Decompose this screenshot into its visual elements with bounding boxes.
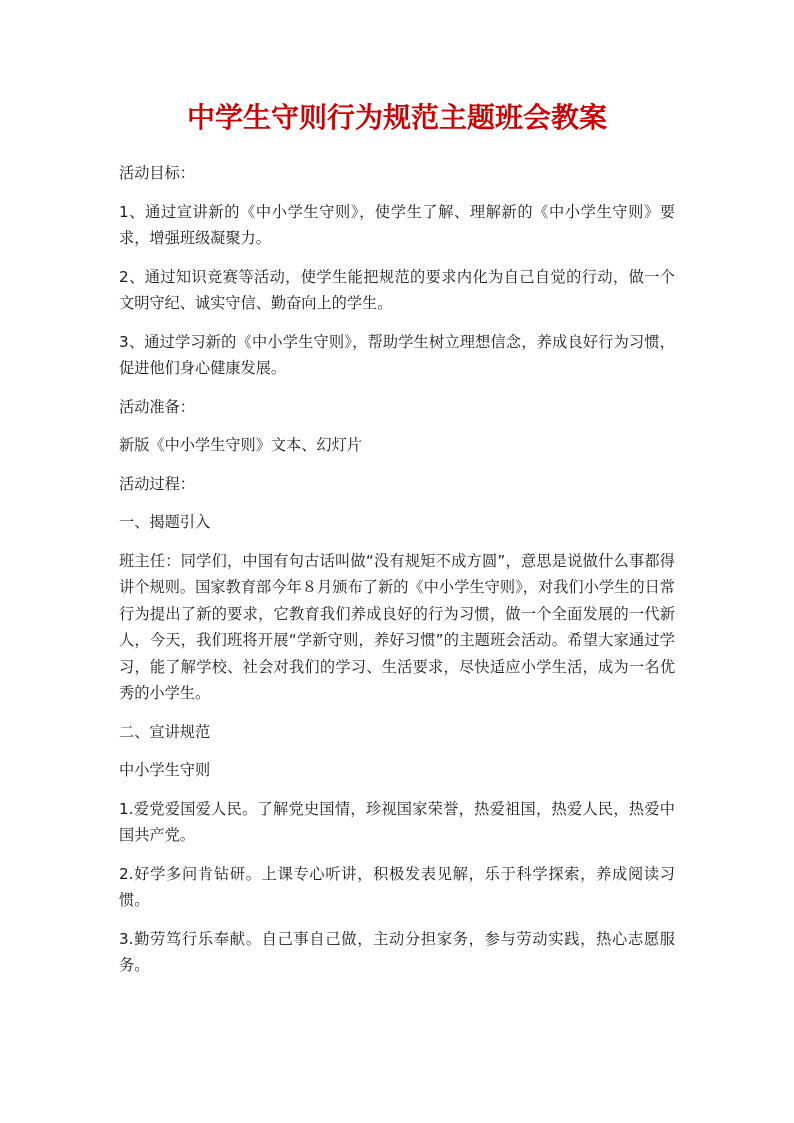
goal-item-3: 3、通过学习新的《中小学生守则》，帮助学生树立理想信念，养成良好行为习惯，促进他们身心健康发展。 xyxy=(119,332,675,377)
section-heading-process: 活动过程： xyxy=(119,474,195,493)
code-rule-2: 2.好学多问肯钻研。上课专心听讲，积极发表见解，乐于科学探索，养成阅读习惯。 xyxy=(119,864,675,909)
process-step-2-heading: 二、宣讲规范 xyxy=(119,722,211,741)
section-heading-goals: 活动目标： xyxy=(119,164,195,182)
process-step-1-heading: 一、揭题引入 xyxy=(119,513,211,531)
code-rule-1: 1.爱党爱国爱人民。了解党史国情，珍视国家荣誉，热爱祖国，热爱人民，热爱中国共产党。 xyxy=(119,799,675,844)
preparation-text: 新版《中小学生守则》文本、幻灯片 xyxy=(119,436,362,454)
section-heading-preparation: 活动准备： xyxy=(119,397,195,416)
code-title: 中小学生守则 xyxy=(119,761,211,779)
document-body xyxy=(119,160,675,991)
teacher-intro-paragraph: 班主任：同学们，中国有句古话叫做“没有规矩不成方圆”，意思是说做什么事都得讲个规则。国家教育部今年８月颁布了新的《中小学生守则》，对我们小学生的日常行为提出了新的要求，它教育我们养成良好的行为习惯，做一个全面发展的一代新人，今天，我们班将开展“学新守则，养好习惯”的主题班会活动。希望大家通过学习，能了解学校、社会对我们的学习、生活要求，尽快适应小学生活，成为一名优秀的小学生。 xyxy=(119,551,675,702)
goal-item-1: 1、通过宣讲新的《中小学生守则》，使学生了解、理解新的《中小学生守则》要求，增强班级凝聚力。 xyxy=(119,202,675,247)
document-title: 中学生守则行为规范主题班会教案 xyxy=(186,101,607,134)
goal-item-2: 2、通过知识竞赛等活动，使学生能把规范的要求内化为自己自觉的行动，做一个文明守纪、诚实守信、勤奋向上的学生。 xyxy=(119,267,675,312)
code-rule-3: 3.勤劳笃行乐奉献。自己事自己做，主动分担家务，参与劳动实践，热心志愿服务。 xyxy=(119,929,675,974)
